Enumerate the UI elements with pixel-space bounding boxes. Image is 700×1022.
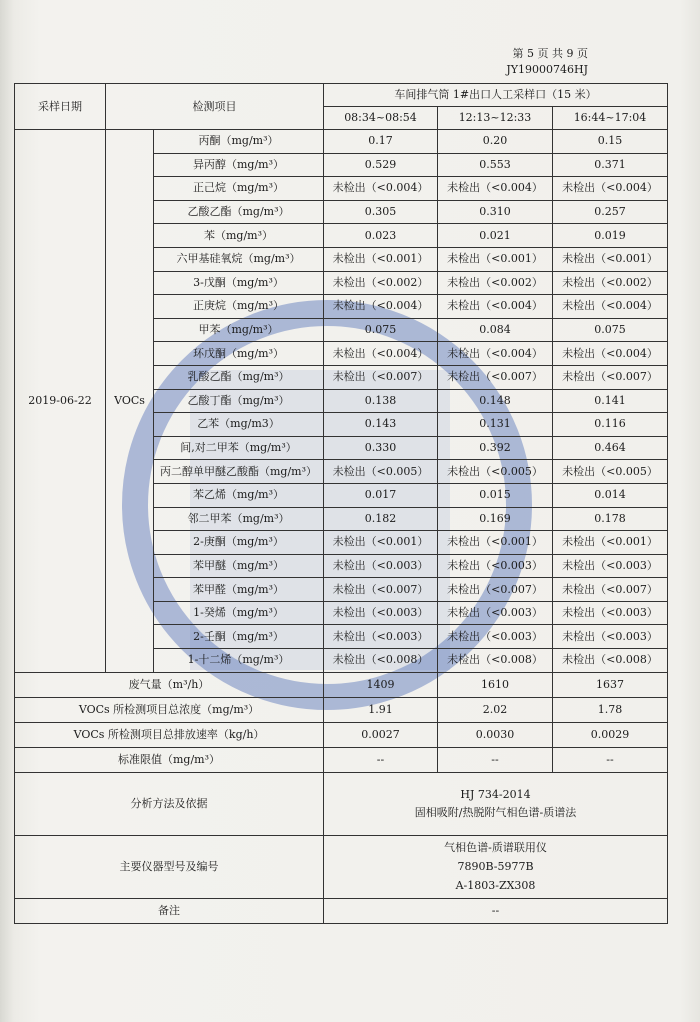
compound-value: 未检出（<0.004）: [553, 342, 668, 366]
compound-name: 六甲基硅氧烷（mg/m³）: [154, 247, 324, 271]
compound-value: 0.20: [438, 130, 553, 154]
summary-value: 0.0030: [438, 722, 553, 747]
report-number: JY19000746HJ: [506, 63, 588, 76]
compound-value: 未检出（<0.008）: [324, 649, 438, 673]
compound-value: 0.021: [438, 224, 553, 248]
compound-value: 0.141: [553, 389, 668, 413]
instrument-value: [324, 835, 668, 898]
notes-label: 备注: [15, 898, 324, 923]
summary-value: 1409: [324, 672, 438, 697]
compound-value: 0.310: [438, 200, 553, 224]
compound-value: 未检出（<0.004）: [324, 177, 438, 201]
compound-value: 0.371: [553, 153, 668, 177]
compound-name: 苯乙烯（mg/m³）: [154, 483, 324, 507]
notes-value: --: [324, 898, 668, 923]
method-label: 分析方法及依据: [15, 772, 324, 835]
summary-label: VOCs 所检测项目总浓度（mg/m³）: [15, 697, 324, 722]
compound-value: 0.075: [553, 318, 668, 342]
notes-row: [15, 898, 668, 923]
compound-name: 乳酸乙酯（mg/m³）: [154, 365, 324, 389]
compound-value: 未检出（<0.002）: [324, 271, 438, 295]
summary-row: [15, 722, 668, 747]
method-row: [15, 772, 668, 835]
compound-value: 未检出（<0.005）: [438, 460, 553, 484]
summary-value: --: [553, 747, 668, 772]
compound-value: 未检出（<0.003）: [438, 625, 553, 649]
compound-value: 未检出（<0.001）: [438, 247, 553, 271]
compound-value: 0.116: [553, 413, 668, 437]
compound-name: 2-庚酮（mg/m³）: [154, 531, 324, 555]
compound-value: 未检出（<0.005）: [324, 460, 438, 484]
time-2: 12:13~12:33: [438, 107, 553, 130]
results-table: [14, 83, 668, 924]
sampling-date-header: 采样日期: [15, 84, 106, 130]
compound-value: 未检出（<0.004）: [553, 177, 668, 201]
compound-value: 0.178: [553, 507, 668, 531]
compound-name: 苯甲醛（mg/m³）: [154, 578, 324, 602]
summary-label: 废气量（m³/h）: [15, 672, 324, 697]
compound-value: 未检出（<0.001）: [553, 247, 668, 271]
compound-name: 苯（mg/m³）: [154, 224, 324, 248]
compound-value: 0.143: [324, 413, 438, 437]
compound-value: 0.075: [324, 318, 438, 342]
compound-value: 0.148: [438, 389, 553, 413]
summary-value: 0.0029: [553, 722, 668, 747]
time-1: 08:34~08:54: [324, 107, 438, 130]
compound-value: 未检出（<0.003）: [553, 601, 668, 625]
compound-name: 环戊酮（mg/m³）: [154, 342, 324, 366]
compound-name: 乙酸乙酯（mg/m³）: [154, 200, 324, 224]
compound-value: 0.084: [438, 318, 553, 342]
compound-value: 未检出（<0.004）: [438, 295, 553, 319]
summary-rows: [15, 672, 668, 772]
compound-value: 0.017: [324, 483, 438, 507]
summary-row: [15, 747, 668, 772]
compound-name: 甲苯（mg/m³）: [154, 318, 324, 342]
item-header: 检测项目: [106, 84, 324, 130]
compound-value: 未检出（<0.002）: [553, 271, 668, 295]
compound-value: 未检出（<0.004）: [324, 342, 438, 366]
compound-value: 未检出（<0.001）: [324, 531, 438, 555]
compound-value: 0.169: [438, 507, 553, 531]
compound-name: 1-癸烯（mg/m³）: [154, 601, 324, 625]
page-number: 第 5 页 共 9 页: [512, 47, 588, 60]
compound-value: 未检出（<0.007）: [438, 365, 553, 389]
summary-row: [15, 697, 668, 722]
summary-value: 2.02: [438, 697, 553, 722]
summary-value: 1.91: [324, 697, 438, 722]
compound-value: 未检出（<0.008）: [438, 649, 553, 673]
compound-value: 未检出（<0.001）: [438, 531, 553, 555]
compound-value: 未检出（<0.007）: [553, 365, 668, 389]
compound-value: 未检出（<0.003）: [324, 625, 438, 649]
compound-value: 未检出（<0.007）: [324, 365, 438, 389]
instrument-name: 气相色谱-质谱联用仪: [444, 841, 547, 855]
compound-value: 未检出（<0.003）: [438, 601, 553, 625]
summary-value: --: [324, 747, 438, 772]
compound-name: 异丙醇（mg/m³）: [154, 153, 324, 177]
compound-value: 0.014: [553, 483, 668, 507]
instrument-label: 主要仪器型号及编号: [15, 835, 324, 898]
compound-value: 未检出（<0.007）: [438, 578, 553, 602]
instrument-row: [15, 835, 668, 898]
table-row: [15, 130, 668, 154]
compound-value: 0.330: [324, 436, 438, 460]
compound-name: 邻二甲苯（mg/m³）: [154, 507, 324, 531]
compound-value: 未检出（<0.004）: [553, 295, 668, 319]
summary-value: 1610: [438, 672, 553, 697]
summary-label: 标准限值（mg/m³）: [15, 747, 324, 772]
compound-name: 苯甲醚（mg/m³）: [154, 554, 324, 578]
summary-value: --: [438, 747, 553, 772]
compound-name: 2-壬酮（mg/m³）: [154, 625, 324, 649]
compound-value: 0.131: [438, 413, 553, 437]
compound-value: 未检出（<0.004）: [438, 342, 553, 366]
compound-name: 3-戊酮（mg/m³）: [154, 271, 324, 295]
compound-value: 0.305: [324, 200, 438, 224]
compound-value: 未检出（<0.005）: [553, 460, 668, 484]
compound-value: 未检出（<0.003）: [553, 625, 668, 649]
instrument-id: A-1803-ZX308: [455, 879, 536, 893]
voc-group-label: VOCs: [106, 130, 154, 673]
compound-value: 未检出（<0.001）: [553, 531, 668, 555]
compound-value: 0.015: [438, 483, 553, 507]
compound-value: 0.15: [553, 130, 668, 154]
compound-name: 间,对二甲苯（mg/m³）: [154, 436, 324, 460]
compound-value: 未检出（<0.003）: [324, 601, 438, 625]
compound-value: 未检出（<0.003）: [438, 554, 553, 578]
compound-value: 0.023: [324, 224, 438, 248]
compound-name: 正庚烷（mg/m³）: [154, 295, 324, 319]
summary-value: 0.0027: [324, 722, 438, 747]
compound-value: 0.138: [324, 389, 438, 413]
method-name: 固相吸附/热脱附气相色谱-质谱法: [414, 805, 577, 819]
compound-value: 未检出（<0.002）: [438, 271, 553, 295]
compound-value: 未检出（<0.003）: [553, 554, 668, 578]
compound-value: 0.464: [553, 436, 668, 460]
compound-value: 未检出（<0.004）: [438, 177, 553, 201]
summary-value: 1.78: [553, 697, 668, 722]
time-3: 16:44~17:04: [553, 107, 668, 130]
compound-value: 未检出（<0.007）: [553, 578, 668, 602]
compound-value: 0.17: [324, 130, 438, 154]
compound-value: 未检出（<0.001）: [324, 247, 438, 271]
compound-value: 0.257: [553, 200, 668, 224]
method-value: [324, 772, 668, 835]
summary-row: [15, 672, 668, 697]
compound-name: 丙二醇单甲醚乙酸酯（mg/m³）: [154, 460, 324, 484]
compound-name: 乙苯（mg/m3）: [154, 413, 324, 437]
compound-name: 乙酸丁酯（mg/m³）: [154, 389, 324, 413]
compound-name: 正己烷（mg/m³）: [154, 177, 324, 201]
sampling-date: 2019-06-22: [15, 130, 106, 673]
compound-value: 0.553: [438, 153, 553, 177]
compound-value: 0.392: [438, 436, 553, 460]
compound-value: 0.182: [324, 507, 438, 531]
compound-value: 0.019: [553, 224, 668, 248]
compound-value: 未检出（<0.008）: [553, 649, 668, 673]
compound-value: 未检出（<0.007）: [324, 578, 438, 602]
location-header: 车间排气筒 1#出口人工采样口（15 米）: [324, 84, 668, 107]
instrument-model: 7890B-5977B: [457, 860, 534, 874]
compound-value: 未检出（<0.003）: [324, 554, 438, 578]
method-standard: HJ 734-2014: [460, 787, 531, 801]
compound-value: 未检出（<0.004）: [324, 295, 438, 319]
compound-name: 1-十二烯（mg/m³）: [154, 649, 324, 673]
compound-name: 丙酮（mg/m³）: [154, 130, 324, 154]
page-header: [506, 46, 588, 78]
summary-value: 1637: [553, 672, 668, 697]
summary-label: VOCs 所检测项目总排放速率（kg/h）: [15, 722, 324, 747]
compound-value: 0.529: [324, 153, 438, 177]
voc-rows: [15, 130, 668, 673]
header-row: [15, 84, 668, 107]
